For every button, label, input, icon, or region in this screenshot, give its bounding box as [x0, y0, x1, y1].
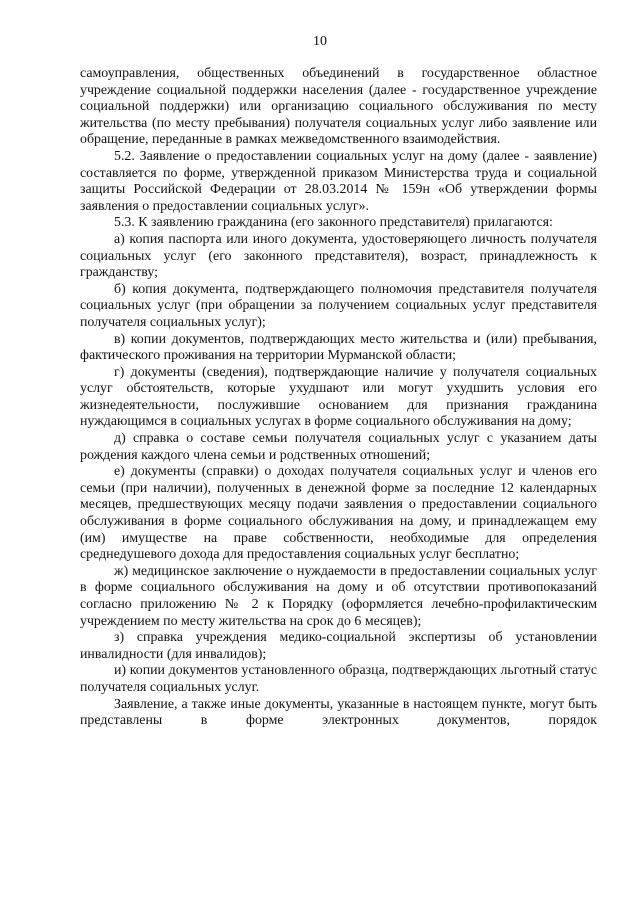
list-item-b: б) копия документа, подтверждающего полномочия представителя получателя социальных услуг (при обращении за получением социальных услуг представителя получателя социальных услуг);	[80, 281, 597, 330]
list-item-zh: ж) медицинское заключение о нуждаемости в предоставлении социальных услуг в форме социального обслуживания на дому и об отсутствии противопоказаний согласно приложению № 2 к Порядку (оформляется лечебно-профилактическим учреждением по месту жительства на срок до 6 месяцев);	[80, 563, 597, 629]
page-number: 10	[313, 34, 327, 49]
paragraph-electronic-documents: Заявление, а также иные документы, указанные в настоящем пункте, могут быть представлены в форме электронных документов, порядок	[80, 696, 597, 729]
list-item-a: а) копия паспорта или иного документа, удостоверяющего личность получателя социальных услуг (его законного представителя), возраст, принадлежность к гражданству;	[80, 231, 597, 281]
list-item-i: и) копии документов установленного образца, подтверждающих льготный статус получателя социальных услуг.	[80, 663, 597, 695]
paragraph-5-3: 5.3. К заявлению гражданина (его законного представителя) прилагаются:	[114, 215, 553, 231]
list-item-z: з) справка учреждения медико-социальной экспертизы об установлении инвалидности (для инвалидов);	[80, 630, 597, 662]
paragraph-5-2: 5.2. Заявление о предоставлении социальных услуг на дому (далее - заявление) составляется по форме, утвержденной приказом Министерства труда и социальной защиты Российской Федерации от 28.03.2014 № 159н «Об утверждении формы заявления о предоставлении социальных услуг».	[80, 148, 597, 214]
list-item-e: е) документы (справки) о доходах получателя социальных услуг и членов его семьи (при наличии), полученных в денежной форме за последние 12 календарных месяцев, предшествующих месяцу подачи заявления о предоставлении социального обслуживания в форме социального обслуживания на дому, и принадлежащем ему (им) имуществе на праве собственности, необходимые для определения среднедушевого дохода для предоставления социальных услуг бесплатно;	[80, 464, 597, 563]
list-item-g: г) документы (сведения), подтверждающие наличие у получателя социальных услуг обстоятельств, которые ухудшают или могут ухудшить условия его жизнедеятельности, послужившие основанием для признания гражданина нуждающимся в социальных услугах в форме социального обслуживания на дому;	[80, 364, 597, 430]
list-item-v: в) копии документов, подтверждающих место жительства и (или) пребывания, фактического проживания на территории Мурманской области;	[80, 331, 597, 364]
paragraph-continuation: самоуправления, общественных объединений в государственное областное учреждение социальной поддержки населения (далее - государственное учреждение социальной поддержки) или организацию социального обслуживания по месту жительства (по месту пребывания) получателя социальных услуг либо заявление или обращение, переданные в рамках межведомственного взаимодействия.	[80, 66, 597, 148]
list-item-d: д) справка о составе семьи получателя социальных услуг с указанием даты рождения каждого члена семьи и родственных отношений;	[80, 431, 597, 463]
document-body	[80, 66, 597, 730]
